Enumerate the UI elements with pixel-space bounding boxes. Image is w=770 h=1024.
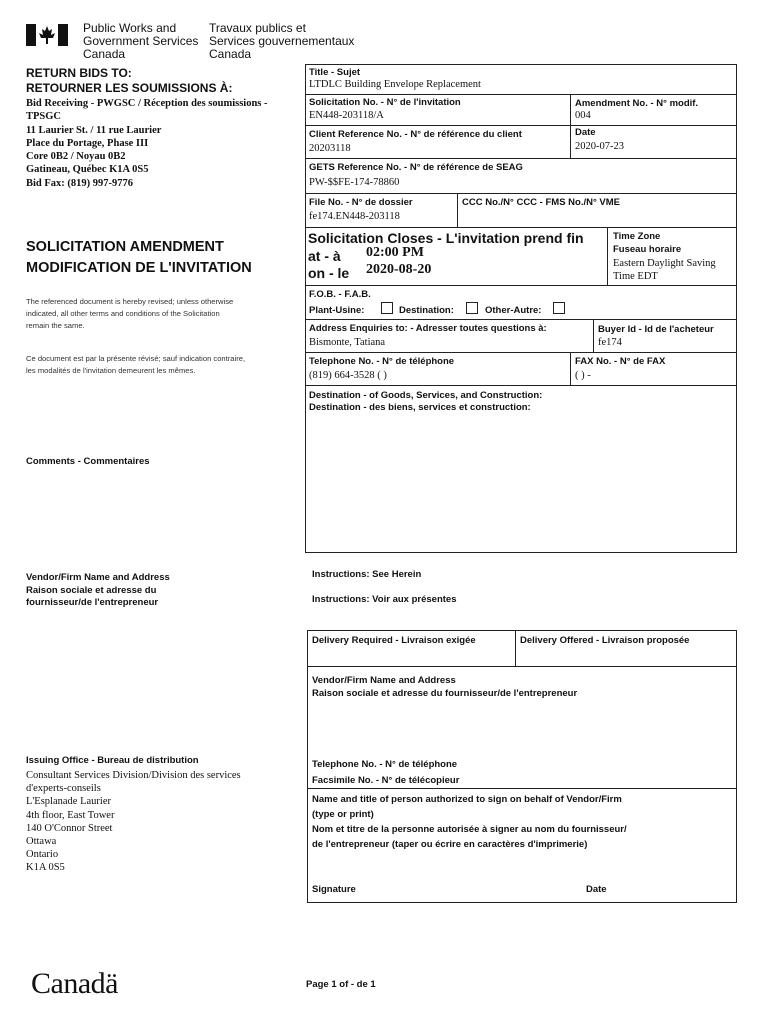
signature-date-label: Date <box>586 884 607 895</box>
divider <box>307 666 737 667</box>
buyer-id-value: fe174 <box>598 337 622 348</box>
divider <box>305 227 737 228</box>
enquiries-label: Address Enquiries to: - Adresser toutes questions à: <box>309 323 547 334</box>
closes-at-value: 02:00 PM <box>366 245 424 260</box>
client-reference-label: Client Reference No. - N° de référence du client <box>309 129 522 140</box>
time-zone-label: Time Zone Fuseau horaire <box>613 231 682 255</box>
return-bids-address: Bid Receiving - PWGSC / Réception des soumissions - TPSGC 11 Laurier St. / 11 rue Laurier Place du Portage, Phase III Core 0B2 / Noyau 0B2 Gatineau, Québec K1A 0S5 Bid Fax: (819) 997-9776 <box>26 98 268 189</box>
closes-at-label: at - à <box>308 248 341 264</box>
plant-usine-label: Plant-Usine: <box>309 305 365 316</box>
canada-wordmark: Canadä <box>31 967 118 1000</box>
time-zone-value: Eastern Daylight Saving Time EDT <box>613 258 716 282</box>
divider <box>593 319 594 352</box>
gets-reference-value: PW-$$FE-174-78860 <box>309 177 400 188</box>
comments-label: Comments - Commentaires <box>26 456 150 467</box>
divider <box>305 319 737 320</box>
file-no-label: File No. - N° de dossier <box>309 197 413 208</box>
destination-label: Destination: <box>399 305 454 316</box>
instructions-fr: Instructions: Voir aux présentes <box>312 594 457 605</box>
amendment-note-en: The referenced document is hereby revised; unless otherwise indicated, all other terms and conditions of the Solicitation remain the same. <box>26 297 234 330</box>
issuing-office-address: Consultant Services Division/Division des services d'experts-conseils L'Esplanade Laurier 4th floor, East Tower 140 O'Connor Street Ottawa Ontario K1A 0S5 <box>26 770 241 874</box>
destination-goods-label: Destination - of Goods, Services, and Construction: Destination - des biens, services et construction: <box>309 390 543 413</box>
instructions-en: Instructions: See Herein <box>312 569 422 580</box>
vendor-facsimile-label: Facsimile No. - N° de télécopieur <box>312 775 460 786</box>
dept-name-fr: Travaux publics et Services gouvernementaux Canada <box>209 21 355 61</box>
divider <box>570 94 571 158</box>
date-value: 2020-07-23 <box>575 141 624 152</box>
page-number: Page 1 of - de 1 <box>306 979 376 990</box>
dept-name-en: Public Works and Government Services Canada <box>83 21 199 61</box>
divider <box>305 94 737 95</box>
closes-on-value: 2020-08-20 <box>366 262 432 277</box>
canada-flag-icon <box>26 24 68 46</box>
vendor-address-label: Vendor/Firm Name and Address Raison sociale et adresse du fournisseur/de l'entrepreneur <box>312 675 578 699</box>
divider <box>305 125 737 126</box>
client-reference-value: 20203118 <box>309 143 351 154</box>
ccc-no-label: CCC No./N° CCC - FMS No./N° VME <box>462 197 621 208</box>
date-label: Date <box>575 127 596 138</box>
title-value: LTDLC Building Envelope Replacement <box>309 79 481 90</box>
divider <box>305 285 737 286</box>
solicitation-no-value: EN448-203118/A <box>309 110 384 121</box>
divider <box>570 352 571 385</box>
closes-on-label: on - le <box>308 265 350 281</box>
delivery-required-label: Delivery Required - Livraison exigée <box>312 635 476 646</box>
gets-reference-label: GETS Reference No. - N° de référence de SEAG <box>309 162 523 173</box>
fax-label: FAX No. - N° de FAX <box>575 356 666 367</box>
divider <box>515 630 516 666</box>
divider <box>457 193 458 227</box>
destination-checkbox[interactable] <box>466 302 478 314</box>
amendment-no-value: 004 <box>575 110 591 121</box>
plant-usine-checkbox[interactable] <box>381 302 393 314</box>
issuing-office-label: Issuing Office - Bureau de distribution <box>26 755 199 766</box>
amendment-no-label: Amendment No. - N° modif. <box>575 98 699 109</box>
other-autre-label: Other-Autre: <box>485 305 542 316</box>
solicitation-closes-heading: Solicitation Closes - L'invitation prend fin <box>308 230 584 246</box>
amendment-note-fr: Ce document est par la présente révisé; sauf indication contraire, les modalités de l'invitation demeurent les mêmes. <box>26 354 246 375</box>
fob-label: F.O.B. - F.A.B. <box>309 289 371 300</box>
return-bids-title: RETURN BIDS TO: RETOURNER LES SOUMISSIONS À: <box>26 66 233 95</box>
divider <box>305 352 737 353</box>
divider <box>307 788 737 789</box>
title-label: Title - Sujet <box>309 67 361 78</box>
authorized-signer-label: Name and title of person authorized to sign on behalf of Vendor/Firm (type or print) Nom et titre de la personne autorisée à signer au nom du fournisseur/ de l'entrepreneur (taper ou écrire en caractères d'imprimerie) <box>312 794 627 850</box>
solicitation-no-label: Solicitation No. - N° de l'invitation <box>309 97 461 108</box>
vendor-telephone-label: Telephone No. - N° de téléphone <box>312 759 458 770</box>
divider <box>305 385 737 386</box>
other-autre-checkbox[interactable] <box>553 302 565 314</box>
amendment-title: SOLICITATION AMENDMENT MODIFICATION DE L'INVITATION <box>26 239 252 276</box>
telephone-value: (819) 664-3528 ( ) <box>309 370 387 381</box>
buyer-id-label: Buyer Id - Id de l'acheteur <box>598 324 714 335</box>
divider <box>305 158 737 159</box>
telephone-label: Telephone No. - N° de téléphone <box>309 356 455 367</box>
file-no-value: fe174.EN448-203118 <box>309 211 400 222</box>
divider <box>607 227 608 285</box>
divider <box>305 193 737 194</box>
vendor-left-label: Vendor/Firm Name and Address Raison sociale et adresse du fournisseur/de l'entrepreneur <box>26 572 170 608</box>
fax-value: ( ) - <box>575 370 591 381</box>
delivery-offered-label: Delivery Offered - Livraison proposée <box>520 635 690 646</box>
enquiries-value: Bismonte, Tatiana <box>309 337 386 348</box>
signature-label: Signature <box>312 884 356 895</box>
